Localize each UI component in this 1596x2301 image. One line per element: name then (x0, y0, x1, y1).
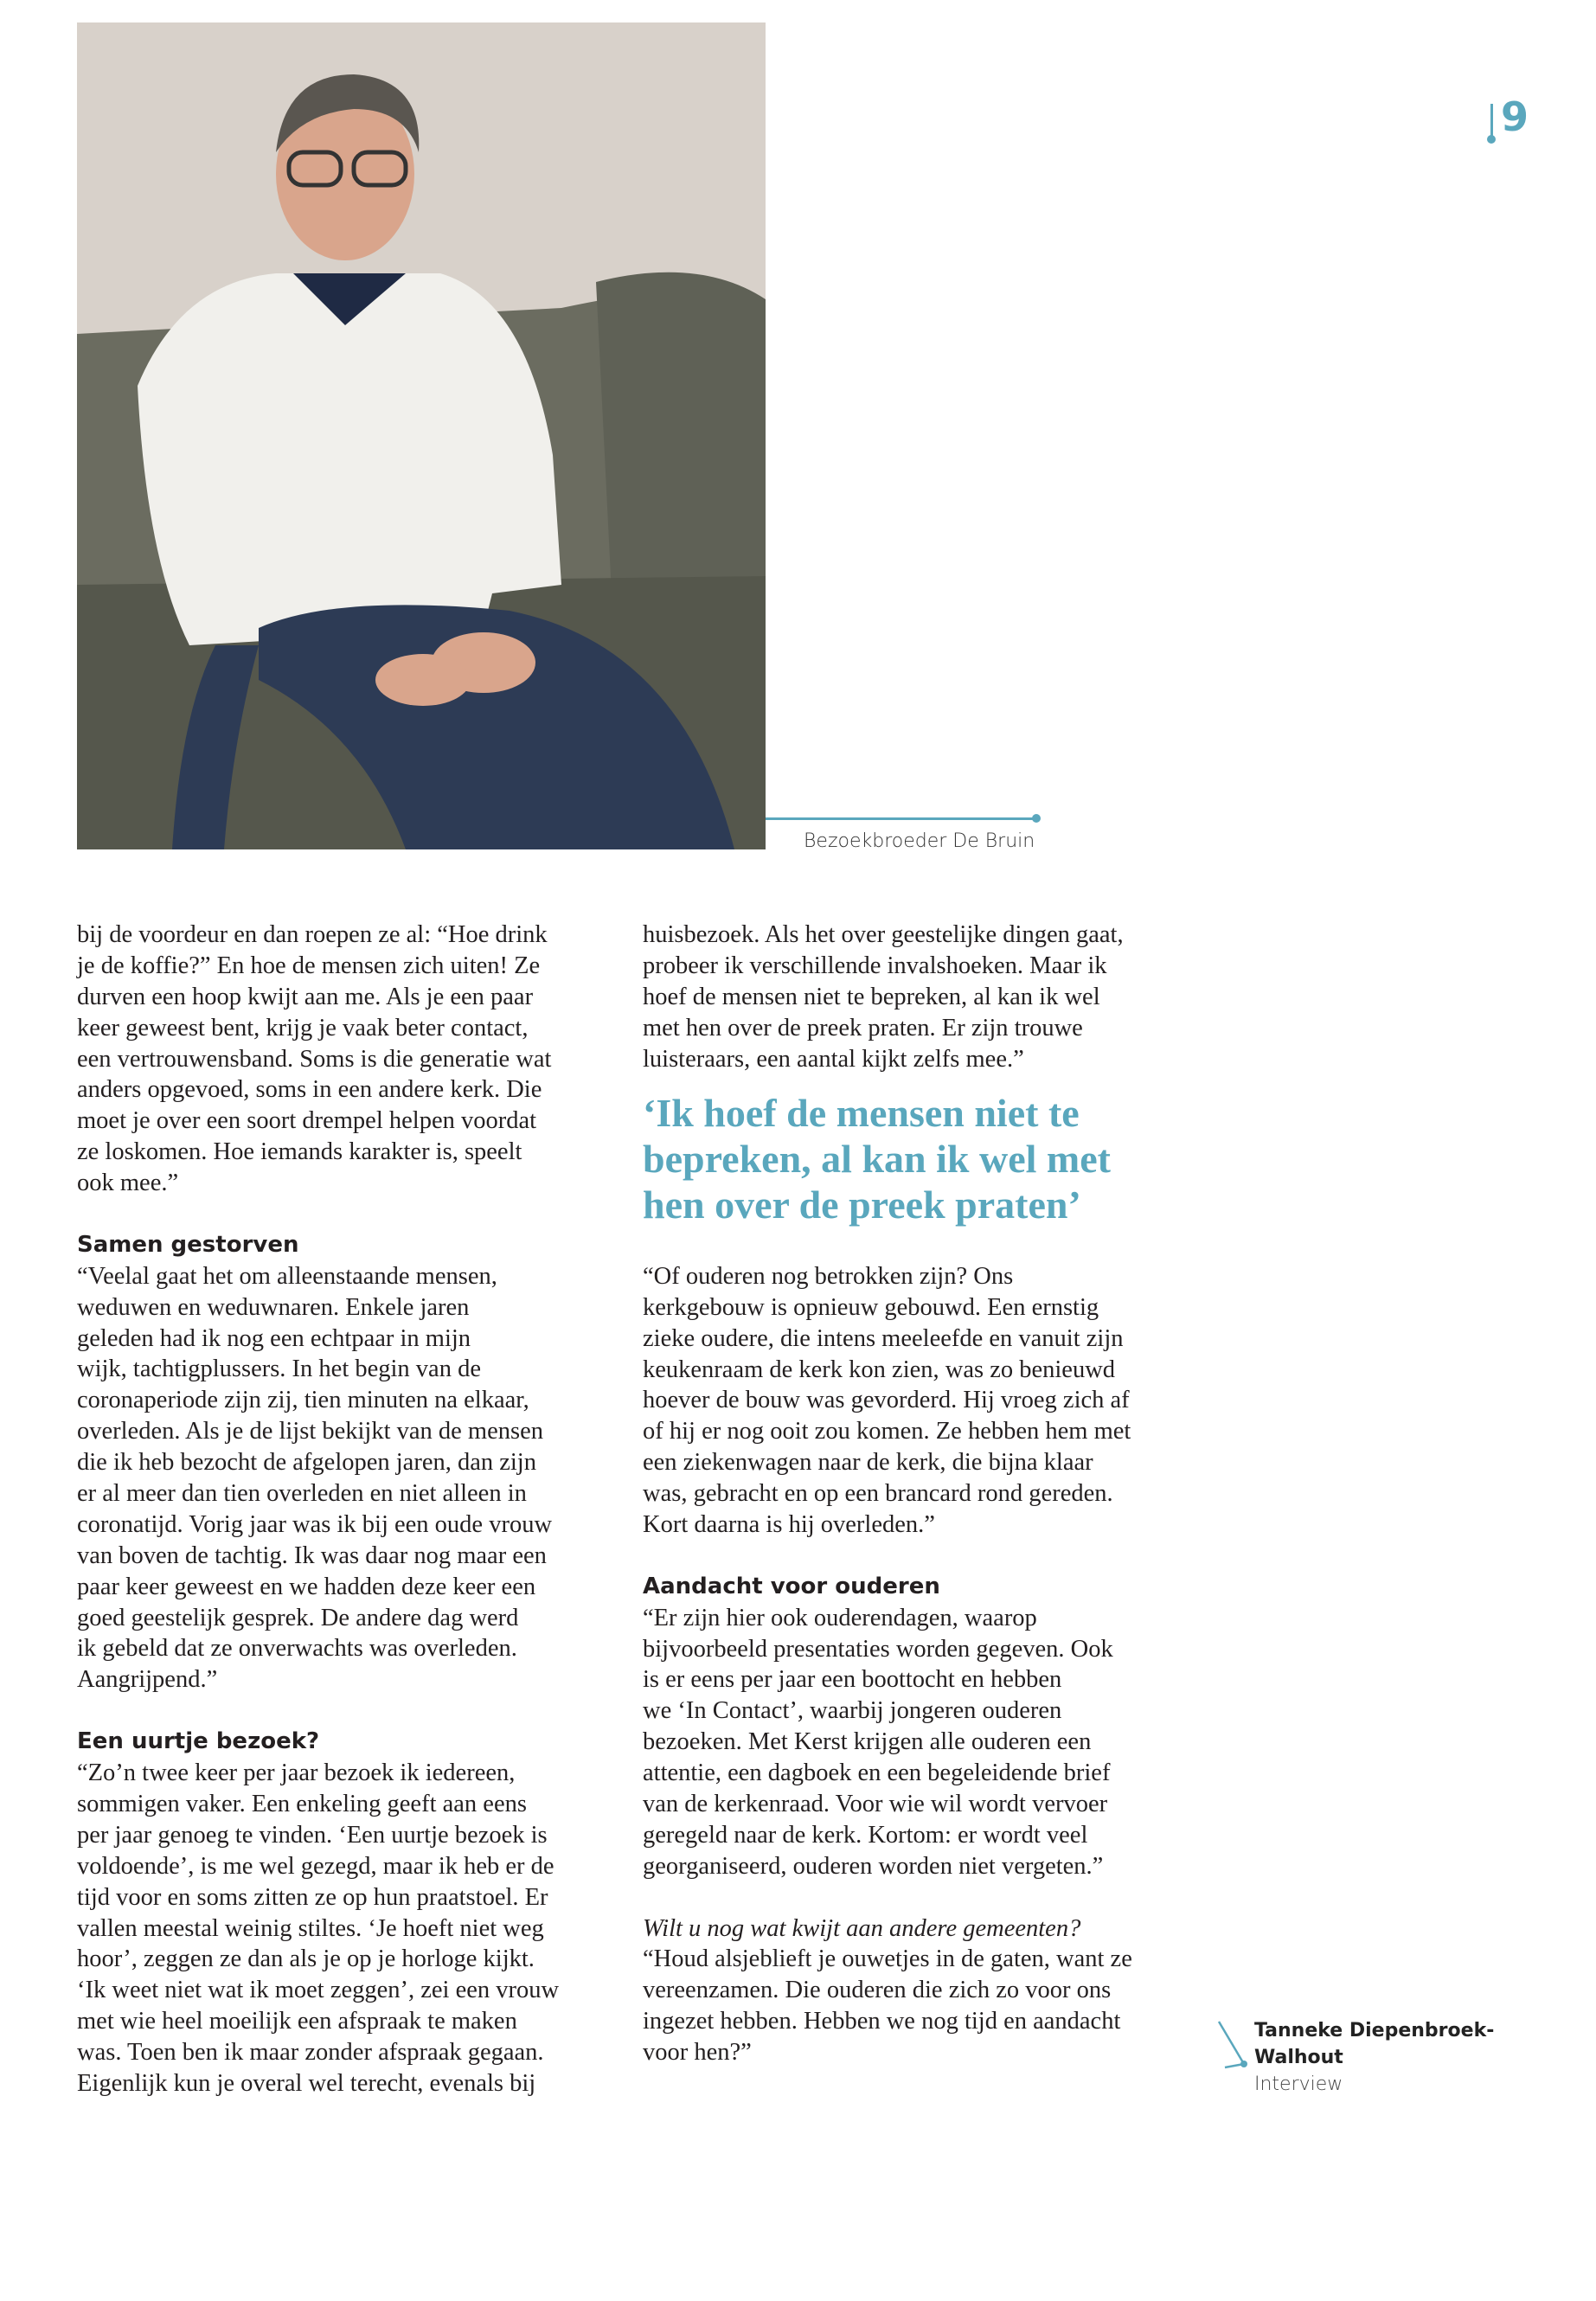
body-text-line: sommigen vaker. Een enkeling geeft aan eens (77, 1790, 527, 1817)
body-text-line: was, gebracht en op een brancard rond gereden. (643, 1480, 1113, 1508)
author-credit (1254, 2017, 1494, 2098)
caption-dot-icon (1032, 814, 1041, 823)
body-text-line: van de kerkenraad. Voor wie wil wordt vervoer (643, 1790, 1108, 1817)
body-text-line: hoever de bouw was gevorderd. Hij vroeg zich af (643, 1387, 1130, 1414)
body-text-line: anders opgevoed, soms in een andere kerk. Die (77, 1076, 542, 1104)
author-pointer-icon (1211, 2016, 1254, 2076)
body-text-line: Kort daarna is hij overleden.” (643, 1510, 935, 1538)
author-name-line1: Tanneke Diepenbroek- (1254, 2020, 1495, 2041)
body-text-line: een vertrouwensband. Soms is die generatie wat (77, 1045, 552, 1073)
body-text-line: keukenraam de kerk kon zien, was zo benieuwd (643, 1356, 1116, 1383)
body-text-line: die ik heb bezocht de afgelopen jaren, dan zijn (77, 1449, 536, 1477)
author-name-line2: Walhout (1254, 2047, 1343, 2068)
body-text-line: hoor’, zeggen ze dan als je op je horloge kijkt. (77, 1945, 535, 1973)
page-number: 9 (1501, 93, 1529, 140)
section-heading: Een uurtje bezoek? (77, 1728, 320, 1755)
body-text-line: ingezet hebben. Hebben we nog tijd en aandacht (643, 2008, 1121, 2035)
body-text-line: attentie, een dagboek en een begeleidende brief (643, 1759, 1111, 1787)
body-text-line: “Veelal gaat het om alleenstaande mensen, (77, 1262, 497, 1290)
interview-question: Wilt u nog wat kwijt aan andere gemeenten? (643, 1914, 1081, 1942)
body-text-line: er al meer dan tien overleden en niet alleen in (77, 1480, 527, 1508)
body-text-line: bij de voordeur en dan roepen ze al: “Hoe drink (77, 921, 548, 948)
paragraph-gap (77, 1695, 631, 1727)
author-role: Interview (1254, 2073, 1343, 2095)
body-text-line: probeer ik verschillende invalshoeken. Maar ik (643, 952, 1107, 979)
body-text-line: ik gebeld dat ze onverwachts was overleden. (77, 1635, 517, 1663)
body-text-line: huisbezoek. Als het over geestelijke dingen gaat, (643, 921, 1124, 948)
section-heading: Samen gestorven (77, 1231, 299, 1258)
body-text-line: bijvoorbeeld presentaties worden gegeven. Ook (643, 1635, 1113, 1663)
article-column-left (77, 920, 631, 2099)
body-text-line: voldoende’, is me wel gezegd, maar ik heb er de (77, 1852, 554, 1880)
body-text-line: of hij er nog ooit zou komen. Ze hebben hem met (643, 1418, 1131, 1445)
body-text-line: paar keer geweest en we hadden deze keer een (77, 1573, 536, 1600)
body-text-line: vallen meestal weinig stiltes. ‘Je hoeft niet weg (77, 1914, 544, 1942)
pull-quote-line: ‘Ik hoef de mensen niet te (643, 1091, 1080, 1136)
pull-quote (643, 1074, 1196, 1260)
paragraph-gap (77, 1199, 631, 1230)
body-text-line: durven een hoop kwijt aan me. Als je een paar (77, 983, 534, 1010)
body-text-line: wijk, tachtigplussers. In het begin van de (77, 1356, 481, 1383)
body-text-line: coronaperiode zijn zij, tien minuten na elkaar, (77, 1387, 529, 1414)
body-text-line: je de koffie?” En hoe de mensen zich uiten! Ze (77, 952, 541, 979)
body-text-line: was. Toen ben ik maar zonder afspraak gegaan. (77, 2039, 544, 2067)
body-text-line: ‘Ik weet niet wat ik moet zeggen’, zei een vrouw (77, 1977, 560, 2004)
body-text-line: luisteraars, een aantal kijkt zelfs mee.” (643, 1045, 1024, 1073)
body-text-line: “Of ouderen nog betrokken zijn? Ons (643, 1262, 1014, 1290)
body-text-line: we ‘In Contact’, waarbij jongeren ouderen (643, 1697, 1062, 1725)
body-text-line: coronatijd. Vorig jaar was ik bij een oude vrouw (77, 1510, 553, 1538)
caption-rule (766, 817, 1035, 820)
body-text-line: met hen over de preek praten. Er zijn trouwe (643, 1014, 1083, 1042)
page-number-rule (1490, 104, 1493, 138)
body-text-line: “Houd alsjeblieft je ouwetjes in de gaten, want ze (643, 1945, 1132, 1973)
body-text-line: voor hen?” (643, 2039, 752, 2067)
body-text-line: per jaar genoeg te vinden. ‘Een uurtje bezoek is (77, 1821, 548, 1849)
body-text-line: weduwen en weduwnaren. Enkele jaren (77, 1293, 470, 1321)
body-text-line: tijd voor en soms zitten ze op hun praatstoel. Er (77, 1883, 548, 1911)
body-text-line: georganiseerd, ouderen worden niet vergeten.” (643, 1852, 1104, 1880)
body-text-line: zieke oudere, die intens meeleefde en vanuit zijn (643, 1324, 1124, 1352)
body-text-line: van boven de tachtig. Ik was daar nog maar een (77, 1541, 547, 1569)
body-text-line: is er eens per jaar een boottocht en hebben (643, 1666, 1062, 1694)
body-text-line: vereenzamen. Die ouderen die zich zo voor ons (643, 1977, 1112, 2004)
body-text-line: geleden had ik nog een echtpaar in mijn (77, 1324, 471, 1352)
pull-quote-line: bepreken, al kan ik wel met (643, 1137, 1111, 1182)
article-column-right (643, 920, 1196, 2068)
body-text-line: “Zo’n twee keer per jaar bezoek ik iedereen, (77, 1759, 516, 1787)
body-text-line: ook mee.” (77, 1170, 179, 1197)
body-text-line: Eigenlijk kun je overal wel terecht, evenals bij (77, 2069, 536, 2097)
body-text-line: kerkgebouw is opnieuw gebouwd. Een ernstig (643, 1293, 1099, 1321)
pull-quote-line: hen over de preek praten’ (643, 1183, 1081, 1227)
body-text-line: overleden. Als je de lijst bekijkt van de mensen (77, 1418, 543, 1445)
portrait-photo (77, 22, 766, 849)
body-text-line: bezoeken. Met Kerst krijgen alle ouderen een (643, 1728, 1092, 1756)
section-heading: Aandacht voor ouderen (643, 1573, 940, 1599)
body-text-line: moet je over een soort drempel helpen voordat (77, 1107, 537, 1135)
body-text-line: met wie heel moeilijk een afspraak te maken (77, 2008, 517, 2035)
body-text-line: “Er zijn hier ook ouderendagen, waarop (643, 1604, 1037, 1631)
body-text-line: hoef de mensen niet te bepreken, al kan ik wel (643, 983, 1100, 1010)
paragraph-gap (643, 1882, 1196, 1913)
body-text-line: keer geweest bent, krijg je vaak beter contact, (77, 1014, 529, 1042)
body-text-line: Aangrijpend.” (77, 1666, 218, 1694)
body-text-line: ze loskomen. Hoe iemands karakter is, speelt (77, 1138, 522, 1166)
body-text-line: geregeld naar de kerk. Kortom: er wordt veel (643, 1821, 1088, 1849)
body-text-line: een ziekenwagen naar de kerk, die bijna klaar (643, 1449, 1093, 1477)
page-number-dot-icon (1487, 135, 1496, 144)
body-text-line: goed geestelijk gesprek. De andere dag werd (77, 1604, 519, 1631)
photo-illustration (77, 22, 766, 849)
paragraph-gap (643, 1541, 1196, 1572)
photo-caption: Bezoekbroeder De Bruin (804, 830, 1035, 852)
